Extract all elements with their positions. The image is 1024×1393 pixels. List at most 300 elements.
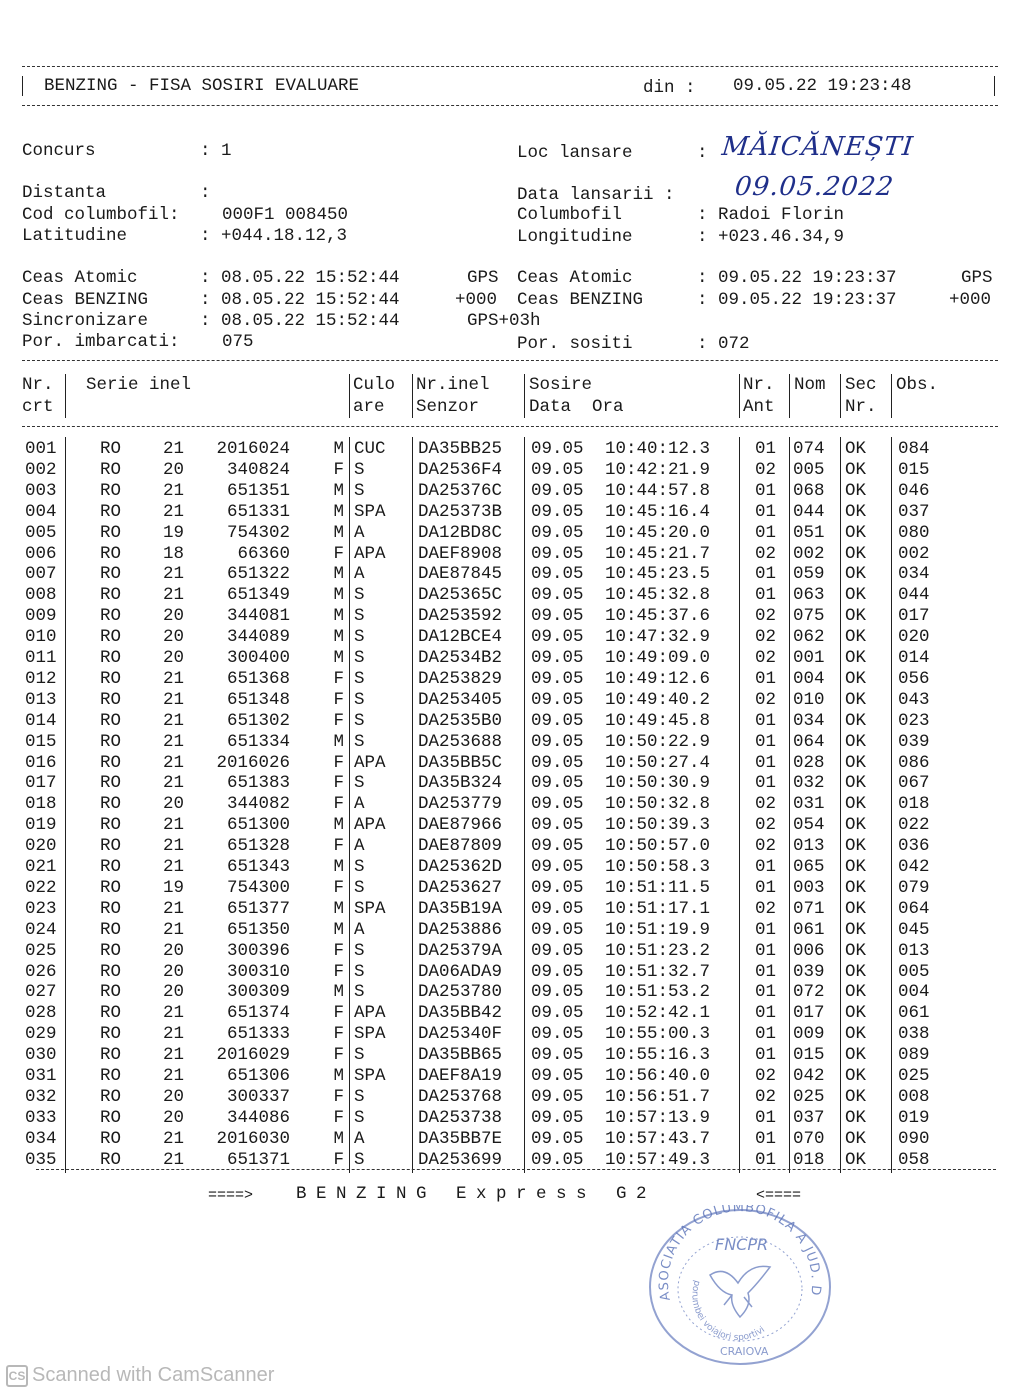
cell-tara: RO [100, 1024, 122, 1045]
cell-ant: 01 [755, 752, 777, 773]
column-divider [412, 437, 413, 1173]
cell-culoare: S [354, 710, 365, 731]
cell-ant: 01 [755, 564, 777, 585]
cell-culoare: S [354, 606, 365, 627]
ceas-atomic-end-label: Ceas Atomic [517, 268, 633, 288]
cell-sex: M [333, 919, 344, 940]
table-row [0, 523, 1024, 544]
cell-tara: RO [100, 815, 122, 836]
cell-tara: RO [100, 982, 122, 1003]
cell-sec: OK [845, 1149, 867, 1170]
column-divider [524, 437, 525, 1173]
cell-sex: F [333, 1107, 344, 1128]
column-divider [349, 437, 350, 1173]
cell-obs: 015 [898, 459, 930, 480]
cell-senzor: DA25373B [418, 501, 503, 522]
table-row [0, 711, 1024, 732]
table-row [0, 544, 1024, 565]
cell-obs: 004 [898, 982, 930, 1003]
cell-sec: OK [845, 731, 867, 752]
cell-sex: F [333, 689, 344, 710]
cell-senzor: DA25340F [418, 1024, 503, 1045]
cell-culoare: A [354, 522, 365, 543]
cell-sex: F [333, 1086, 344, 1107]
cell-inel: 300310 [226, 961, 290, 982]
ceas-atomic-start-value: : 08.05.22 15:52:44 [200, 268, 400, 288]
cell-nr: 020 [25, 836, 57, 857]
cell-an: 18 [163, 543, 185, 564]
cell-nom: 059 [793, 564, 825, 585]
cell-tara: RO [100, 773, 122, 794]
cell-sec: OK [845, 940, 867, 961]
table-row [0, 606, 1024, 627]
cell-data: 09.05 [531, 857, 584, 877]
cell-sex: M [333, 606, 344, 627]
cell-ora: 10:50:39.3 [605, 815, 711, 836]
cell-ora: 10:49:12.6 [605, 668, 711, 689]
cell-inel: 651302 [226, 710, 290, 731]
cell-ant: 01 [755, 668, 777, 689]
cell-sex: F [333, 961, 344, 982]
cell-an: 21 [163, 1128, 185, 1149]
cell-nom: 075 [793, 606, 825, 627]
cell-ora: 10:45:23.5 [605, 564, 711, 585]
cod-columbofil-value: 000F1 008450 [222, 205, 349, 225]
cell-obs: 019 [898, 1107, 930, 1128]
cell-sec: OK [845, 543, 867, 564]
cell-senzor: DA12BCE4 [418, 627, 503, 648]
stamp-fncpr: FNCPR [715, 1235, 769, 1254]
table-row [0, 627, 1024, 648]
cell-ant: 01 [755, 1045, 777, 1066]
cell-inel: 2016024 [216, 439, 290, 459]
cell-ora: 10:49:40.2 [605, 689, 711, 710]
cell-obs: 034 [898, 564, 930, 585]
cell-ora: 10:49:09.0 [605, 648, 711, 668]
cell-nr: 007 [25, 564, 57, 585]
col-nom-header: Nom [794, 375, 826, 395]
cell-sex: F [333, 459, 344, 480]
cell-an: 21 [163, 668, 185, 689]
cell-culoare: S [354, 857, 365, 877]
ceas-atomic-end-value: : 09.05.22 19:23:37 [697, 268, 897, 288]
distanta-label: Distanta [22, 183, 107, 203]
cell-ora: 10:50:57.0 [605, 836, 711, 857]
footer-right-arrow: <==== [756, 1187, 802, 1204]
cell-obs: 089 [898, 1045, 930, 1066]
columbofil-label: Columbofil [517, 205, 623, 225]
cell-senzor: DA253688 [418, 731, 503, 752]
table-row [0, 1066, 1024, 1087]
cell-data: 09.05 [531, 439, 584, 459]
cell-data: 09.05 [531, 982, 584, 1003]
table-row [0, 648, 1024, 669]
cell-ora: 10:50:27.4 [605, 752, 711, 773]
document-title: BENZING - FISA SOSIRI EVALUARE [44, 76, 360, 96]
cell-ant: 01 [755, 773, 777, 794]
distanta-value: : [200, 183, 211, 203]
cell-data: 09.05 [531, 668, 584, 689]
cell-tara: RO [100, 668, 122, 689]
cell-an: 21 [163, 439, 185, 459]
cell-senzor: DAEF8908 [418, 543, 503, 564]
cell-nom: 028 [793, 752, 825, 773]
cell-culoare: APA [354, 752, 386, 773]
cell-an: 21 [163, 1003, 185, 1024]
cell-data: 09.05 [531, 648, 584, 668]
cell-obs: 020 [898, 627, 930, 648]
cell-an: 21 [163, 836, 185, 857]
cell-data: 09.05 [531, 522, 584, 543]
cell-tara: RO [100, 794, 122, 815]
cell-inel: 340824 [226, 459, 290, 480]
table-row [0, 878, 1024, 899]
cell-inel: 66360 [237, 543, 290, 564]
cell-sex: M [333, 1128, 344, 1149]
cell-nom: 015 [793, 1045, 825, 1066]
cell-sec: OK [845, 1086, 867, 1107]
cell-data: 09.05 [531, 877, 584, 898]
data-lansarii-handwritten: 09.05.2022 [733, 172, 896, 202]
cell-nr: 033 [25, 1107, 57, 1128]
cell-data: 09.05 [531, 1149, 584, 1170]
cell-senzor: DA253886 [418, 919, 503, 940]
cell-sex: F [333, 543, 344, 564]
cell-obs: 064 [898, 898, 930, 919]
cell-sex: F [333, 794, 344, 815]
col-nr-header-2: crt [22, 397, 54, 417]
ceas-benzing-end-value: : 09.05.22 19:23:37 [697, 290, 897, 310]
table-row [0, 1108, 1024, 1129]
cell-sec: OK [845, 898, 867, 919]
cell-ora: 10:44:57.8 [605, 480, 711, 501]
cell-culoare: SPA [354, 501, 386, 522]
cell-nom: 009 [793, 1024, 825, 1045]
cell-obs: 044 [898, 585, 930, 606]
cod-columbofil-label: Cod columbofil: [22, 205, 180, 225]
cell-senzor: DAE87809 [418, 836, 503, 857]
cell-data: 09.05 [531, 585, 584, 606]
header-divider [412, 374, 413, 418]
cell-an: 20 [163, 1107, 185, 1128]
cell-senzor: DA06ADA9 [418, 961, 503, 982]
cell-nom: 037 [793, 1107, 825, 1128]
cell-nr: 017 [25, 773, 57, 794]
cell-nom: 074 [793, 439, 825, 459]
cell-nom: 063 [793, 585, 825, 606]
cell-nr: 008 [25, 585, 57, 606]
cell-inel: 651377 [226, 898, 290, 919]
cell-ora: 10:51:32.7 [605, 961, 711, 982]
table-row [0, 585, 1024, 606]
cell-an: 21 [163, 773, 185, 794]
cell-data: 09.05 [531, 919, 584, 940]
cell-sec: OK [845, 668, 867, 689]
cell-senzor: DA253779 [418, 794, 503, 815]
cell-obs: 079 [898, 877, 930, 898]
cell-nr: 001 [25, 439, 57, 459]
cell-tara: RO [100, 606, 122, 627]
cell-an: 21 [163, 710, 185, 731]
cell-data: 09.05 [531, 710, 584, 731]
stamp-bottom-text: CRAIOVA [720, 1345, 769, 1358]
cell-ant: 01 [755, 439, 777, 459]
cell-ant: 01 [755, 877, 777, 898]
cell-sec: OK [845, 585, 867, 606]
column-divider [891, 437, 892, 1173]
cell-ora: 10:55:00.3 [605, 1024, 711, 1045]
header-left-border [22, 76, 23, 96]
cell-culoare: S [354, 940, 365, 961]
loc-lansare-handwritten: MĂICĂNEȘTI [720, 132, 916, 162]
cell-sex: M [333, 439, 344, 459]
cell-sec: OK [845, 752, 867, 773]
cell-nr: 015 [25, 731, 57, 752]
cell-tara: RO [100, 1107, 122, 1128]
cell-ora: 10:57:49.3 [605, 1149, 711, 1170]
cell-an: 21 [163, 898, 185, 919]
cell-nom: 072 [793, 982, 825, 1003]
cell-ant: 02 [755, 794, 777, 815]
footer-left-arrow: ====> [208, 1187, 254, 1204]
col-culoare-header: Culo [353, 375, 396, 395]
cell-obs: 002 [898, 543, 930, 564]
por-sositi-label: Por. sositi [517, 334, 633, 354]
cell-sec: OK [845, 815, 867, 836]
cell-nom: 003 [793, 877, 825, 898]
cell-data: 09.05 [531, 564, 584, 585]
cell-ant: 02 [755, 606, 777, 627]
cell-sex: M [333, 585, 344, 606]
cell-an: 21 [163, 1066, 185, 1086]
cell-ant: 01 [755, 982, 777, 1003]
cell-ant: 02 [755, 459, 777, 480]
cell-obs: 038 [898, 1024, 930, 1045]
cell-ora: 10:51:17.1 [605, 898, 711, 919]
cell-obs: 045 [898, 919, 930, 940]
header-bottom-rule [22, 105, 998, 106]
ceas-benzing-start-label: Ceas BENZING [22, 290, 149, 310]
cell-an: 21 [163, 815, 185, 836]
cell-data: 09.05 [531, 459, 584, 480]
por-imbarcati-value: 075 [222, 332, 254, 352]
cell-nom: 002 [793, 543, 825, 564]
cell-data: 09.05 [531, 1128, 584, 1149]
cell-culoare: S [354, 480, 365, 501]
cell-obs: 039 [898, 731, 930, 752]
cell-culoare: S [354, 1045, 365, 1066]
cell-culoare: SPA [354, 1066, 386, 1086]
cell-sex: M [333, 1066, 344, 1086]
cell-data: 09.05 [531, 1066, 584, 1086]
cell-nr: 022 [25, 877, 57, 898]
cell-nr: 032 [25, 1086, 57, 1107]
cell-sec: OK [845, 648, 867, 668]
cell-ant: 02 [755, 836, 777, 857]
por-imbarcati-label: Por. imbarcati: [22, 332, 180, 352]
column-divider [789, 437, 790, 1173]
cell-obs: 090 [898, 1128, 930, 1149]
cell-ora: 10:52:42.1 [605, 1003, 711, 1024]
cell-culoare: A [354, 836, 365, 857]
cell-tara: RO [100, 1003, 122, 1024]
cell-inel: 651322 [226, 564, 290, 585]
cell-sec: OK [845, 522, 867, 543]
cell-nr: 030 [25, 1045, 57, 1066]
cell-an: 20 [163, 648, 185, 668]
cell-ant: 01 [755, 710, 777, 731]
cell-nom: 017 [793, 1003, 825, 1024]
cell-ora: 10:47:32.9 [605, 627, 711, 648]
cell-tara: RO [100, 857, 122, 877]
cell-nr: 012 [25, 668, 57, 689]
stamp-inner-arc-text: porumbei voiajori sportivi [689, 1279, 767, 1344]
cell-nom: 039 [793, 961, 825, 982]
cell-ant: 02 [755, 815, 777, 836]
cell-data: 09.05 [531, 1003, 584, 1024]
column-divider [739, 437, 740, 1173]
cell-nr: 029 [25, 1024, 57, 1045]
cell-senzor: DA25365C [418, 585, 503, 606]
table-row [0, 1129, 1024, 1150]
cell-sec: OK [845, 1107, 867, 1128]
cell-tara: RO [100, 543, 122, 564]
header-divider [789, 374, 790, 418]
cell-data: 09.05 [531, 1107, 584, 1128]
cell-nr: 027 [25, 982, 57, 1003]
cell-obs: 080 [898, 522, 930, 543]
cell-ora: 10:51:19.9 [605, 919, 711, 940]
cell-inel: 651348 [226, 689, 290, 710]
columbofil-value: : Radoi Florin [697, 205, 845, 225]
cell-senzor: DA253592 [418, 606, 503, 627]
table-row [0, 669, 1024, 690]
sincronizare-suffix: GPS+03h [467, 311, 541, 331]
cell-senzor: DAEF8A19 [418, 1066, 503, 1086]
cell-nom: 070 [793, 1128, 825, 1149]
cell-sex: F [333, 877, 344, 898]
cell-inel: 651371 [226, 1149, 290, 1170]
cell-culoare: S [354, 773, 365, 794]
cell-ora: 10:57:43.7 [605, 1128, 711, 1149]
camscanner-watermark [6, 1364, 274, 1387]
table-row [0, 836, 1024, 857]
cell-senzor: DA253829 [418, 668, 503, 689]
cell-nom: 071 [793, 898, 825, 919]
cell-obs: 022 [898, 815, 930, 836]
header-divider [840, 374, 841, 418]
cell-nom: 064 [793, 731, 825, 752]
table-row [0, 1150, 1024, 1171]
cell-tara: RO [100, 459, 122, 480]
cell-obs: 086 [898, 752, 930, 773]
ceas-atomic-start-suffix: GPS [467, 268, 499, 288]
cell-tara: RO [100, 564, 122, 585]
cell-nr: 026 [25, 961, 57, 982]
cell-sex: M [333, 857, 344, 877]
cell-ora: 10:51:53.2 [605, 982, 711, 1003]
cell-nom: 062 [793, 627, 825, 648]
cell-an: 20 [163, 606, 185, 627]
dove-icon [710, 1266, 770, 1317]
table-row [0, 1003, 1024, 1024]
cell-tara: RO [100, 1149, 122, 1170]
cell-tara: RO [100, 1086, 122, 1107]
cell-culoare: S [354, 648, 365, 668]
cell-tara: RO [100, 752, 122, 773]
cell-data: 09.05 [531, 794, 584, 815]
cell-nom: 061 [793, 919, 825, 940]
table-row [0, 690, 1024, 711]
cell-sec: OK [845, 1045, 867, 1066]
cell-sex: M [333, 982, 344, 1003]
col-sec-header: Sec [845, 375, 877, 395]
cell-sex: F [333, 773, 344, 794]
cell-culoare: A [354, 794, 365, 815]
col-senzor-header-2: Senzor [416, 397, 480, 417]
table-bottom-rule [36, 1169, 996, 1170]
table-row [0, 962, 1024, 983]
table-row [0, 732, 1024, 753]
cell-inel: 344081 [226, 606, 290, 627]
cell-sec: OK [845, 480, 867, 501]
cell-inel: 2016026 [216, 752, 290, 773]
cell-senzor: DA35BB42 [418, 1003, 503, 1024]
cell-tara: RO [100, 648, 122, 668]
cell-nr: 004 [25, 501, 57, 522]
cell-senzor: DA253627 [418, 877, 503, 898]
cell-obs: 084 [898, 439, 930, 459]
cell-obs: 056 [898, 668, 930, 689]
cell-inel: 651343 [226, 857, 290, 877]
cell-sex: M [333, 627, 344, 648]
concurs-value: : 1 [200, 141, 232, 161]
por-sositi-value: : 072 [697, 334, 750, 354]
cell-tara: RO [100, 585, 122, 606]
cell-nr: 031 [25, 1066, 57, 1086]
cell-nr: 010 [25, 627, 57, 648]
cell-ant: 01 [755, 1128, 777, 1149]
table-row [0, 439, 1024, 460]
table-top-rule [22, 360, 998, 361]
cell-senzor: DA35B19A [418, 898, 503, 919]
cell-inel: 651368 [226, 668, 290, 689]
cell-ant: 02 [755, 543, 777, 564]
cell-inel: 2016029 [216, 1045, 290, 1066]
cell-nom: 034 [793, 710, 825, 731]
cell-obs: 023 [898, 710, 930, 731]
cell-senzor: DA35BB65 [418, 1045, 503, 1066]
cell-ora: 10:56:51.7 [605, 1086, 711, 1107]
cell-ora: 10:51:23.2 [605, 940, 711, 961]
cell-nom: 051 [793, 522, 825, 543]
cell-ant: 01 [755, 857, 777, 877]
cell-nr: 002 [25, 459, 57, 480]
cell-inel: 651333 [226, 1024, 290, 1045]
col-ant-header-2: Ant [743, 397, 775, 417]
table-row [0, 794, 1024, 815]
cell-data: 09.05 [531, 501, 584, 522]
cell-nr: 018 [25, 794, 57, 815]
cell-inel: 300337 [226, 1086, 290, 1107]
cell-ora: 10:42:21.9 [605, 459, 711, 480]
cell-culoare: A [354, 1128, 365, 1149]
cell-senzor: DA253768 [418, 1086, 503, 1107]
cell-obs: 005 [898, 961, 930, 982]
cell-senzor: DA253738 [418, 1107, 503, 1128]
cell-sec: OK [845, 836, 867, 857]
cell-nr: 035 [25, 1149, 57, 1170]
